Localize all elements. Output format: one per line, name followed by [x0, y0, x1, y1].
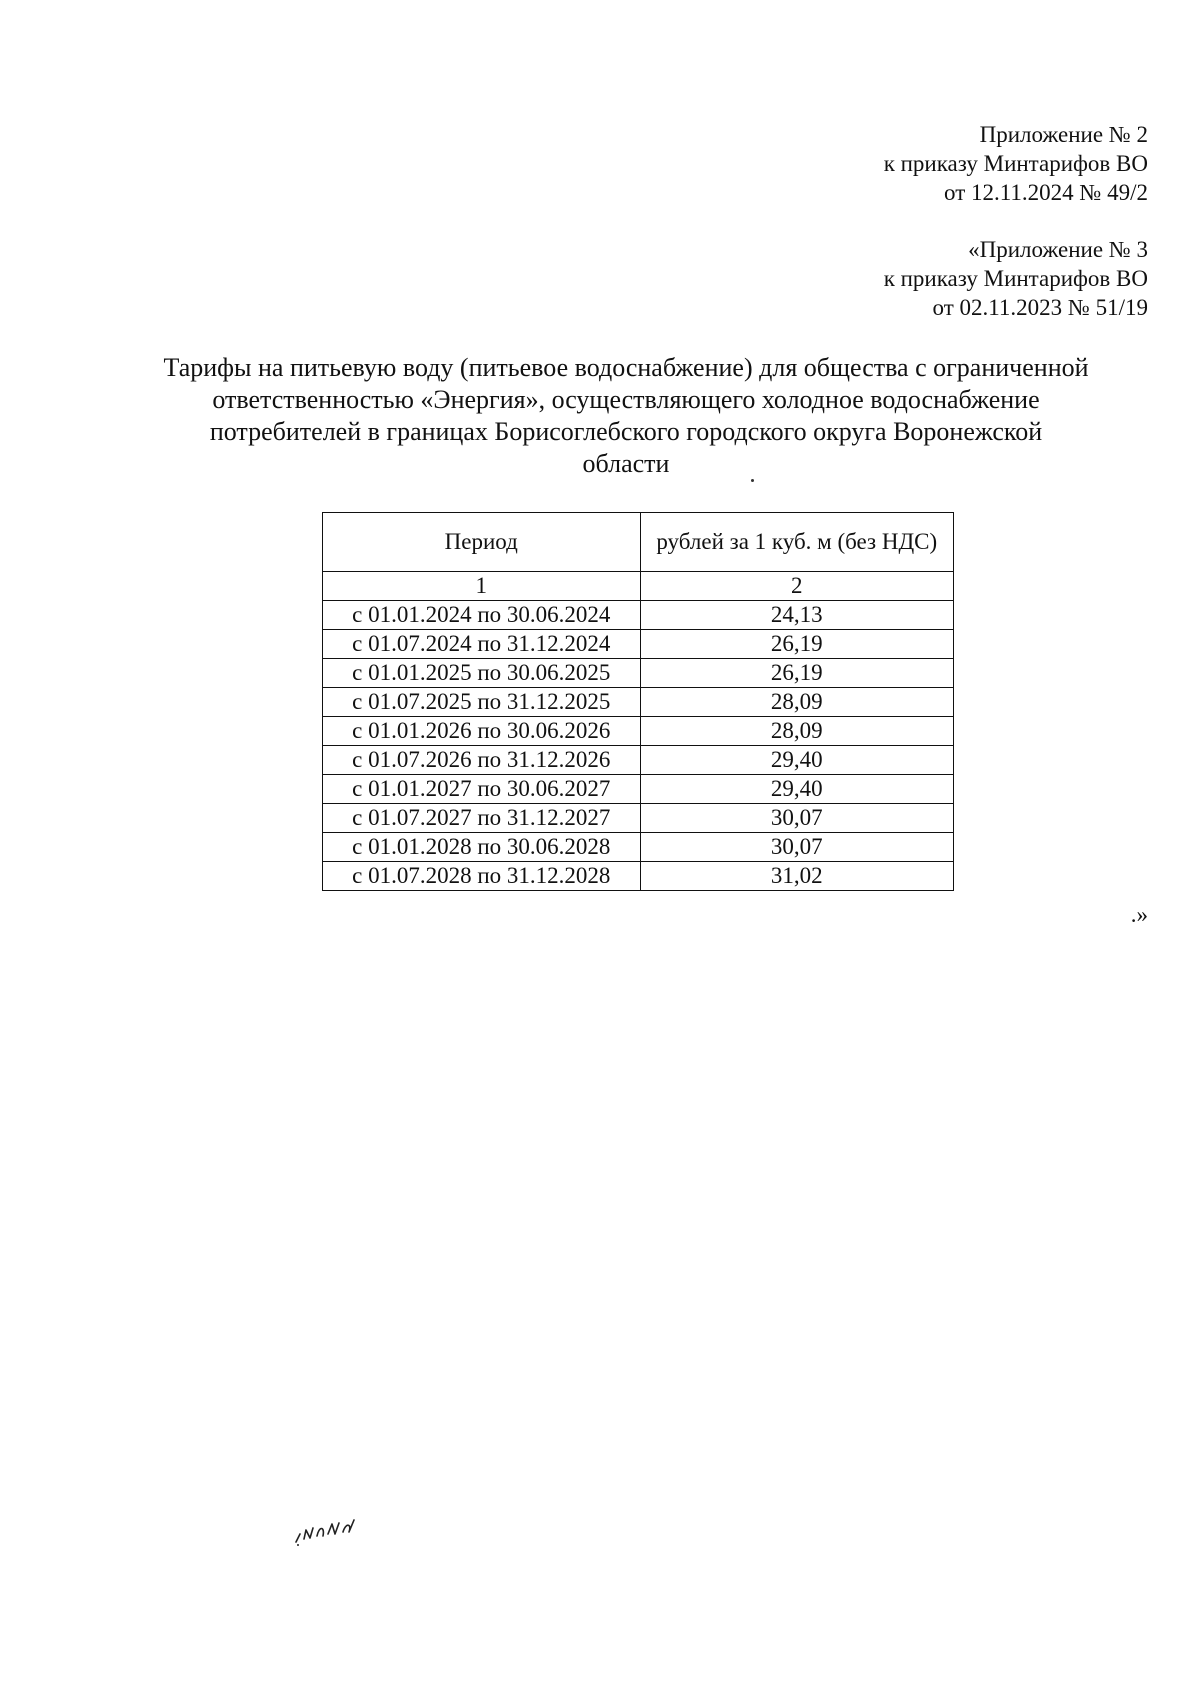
title-line-1: Тарифы на питьевую воду (питьевое водоснабжение) для общества с ограниченной [163, 353, 1089, 382]
annex-current-line-2: к приказу Минтарифов ВО [883, 151, 1148, 176]
period-cell: с 01.01.2026 по 30.06.2026 [323, 717, 641, 746]
table-row [323, 659, 954, 688]
annex-previous-line-1: «Приложение № 3 [968, 237, 1148, 262]
period-cell: с 01.01.2027 по 30.06.2027 [323, 775, 641, 804]
tariff-cell: 30,07 [640, 833, 953, 862]
tariff-cell: 26,19 [640, 630, 953, 659]
period-cell: с 01.07.2024 по 31.12.2024 [323, 630, 641, 659]
period-cell: с 01.01.2024 по 30.06.2024 [323, 601, 641, 630]
period-cell: с 01.07.2028 по 31.12.2028 [323, 862, 641, 891]
table-row [323, 804, 954, 833]
tariff-cell: 28,09 [640, 688, 953, 717]
table-row [323, 775, 954, 804]
tariff-cell: 31,02 [640, 862, 953, 891]
table-row [323, 746, 954, 775]
annex-previous-line-2: к приказу Минтарифов ВО [883, 266, 1148, 291]
tariff-cell: 26,19 [640, 659, 953, 688]
table-row [323, 601, 954, 630]
title-line-2: ответственностью «Энергия», осуществляющего холодное водоснабжение [212, 385, 1040, 414]
annex-current-reference [884, 120, 1148, 207]
table-row [323, 630, 954, 659]
handwritten-scribble [292, 1512, 364, 1548]
period-cell: с 01.07.2025 по 31.12.2025 [323, 688, 641, 717]
period-cell: с 01.01.2025 по 30.06.2025 [323, 659, 641, 688]
column-number-1: 1 [323, 572, 641, 601]
tariff-cell: 24,13 [640, 601, 953, 630]
tariff-cell: 29,40 [640, 746, 953, 775]
annex-previous-reference [884, 235, 1148, 322]
period-cell: с 01.07.2027 по 31.12.2027 [323, 804, 641, 833]
closing-quote-mark: .» [1130, 902, 1148, 927]
table-row [323, 688, 954, 717]
annex-previous-line-3: от 02.11.2023 № 51/19 [932, 295, 1148, 320]
annex-current-line-1: Приложение № 2 [979, 122, 1148, 147]
table-row [323, 833, 954, 862]
table-row [323, 717, 954, 746]
header-period: Период [323, 513, 641, 572]
table-header-row [323, 513, 954, 572]
column-number-2: 2 [640, 572, 953, 601]
document-title [100, 352, 1152, 480]
period-cell: с 01.07.2026 по 31.12.2026 [323, 746, 641, 775]
stray-dot-mark [751, 479, 754, 482]
tariff-cell: 30,07 [640, 804, 953, 833]
title-line-4: области [582, 449, 670, 478]
annex-current-line-3: от 12.11.2024 № 49/2 [944, 180, 1148, 205]
tariff-table [322, 512, 954, 891]
title-line-3: потребителей в границах Борисоглебского городского округа Воронежской [209, 417, 1043, 446]
period-cell: с 01.01.2028 по 30.06.2028 [323, 833, 641, 862]
tariff-cell: 28,09 [640, 717, 953, 746]
table-row [323, 862, 954, 891]
column-number-row [323, 572, 954, 601]
tariff-cell: 29,40 [640, 775, 953, 804]
header-tariff: рублей за 1 куб. м (без НДС) [640, 513, 953, 572]
